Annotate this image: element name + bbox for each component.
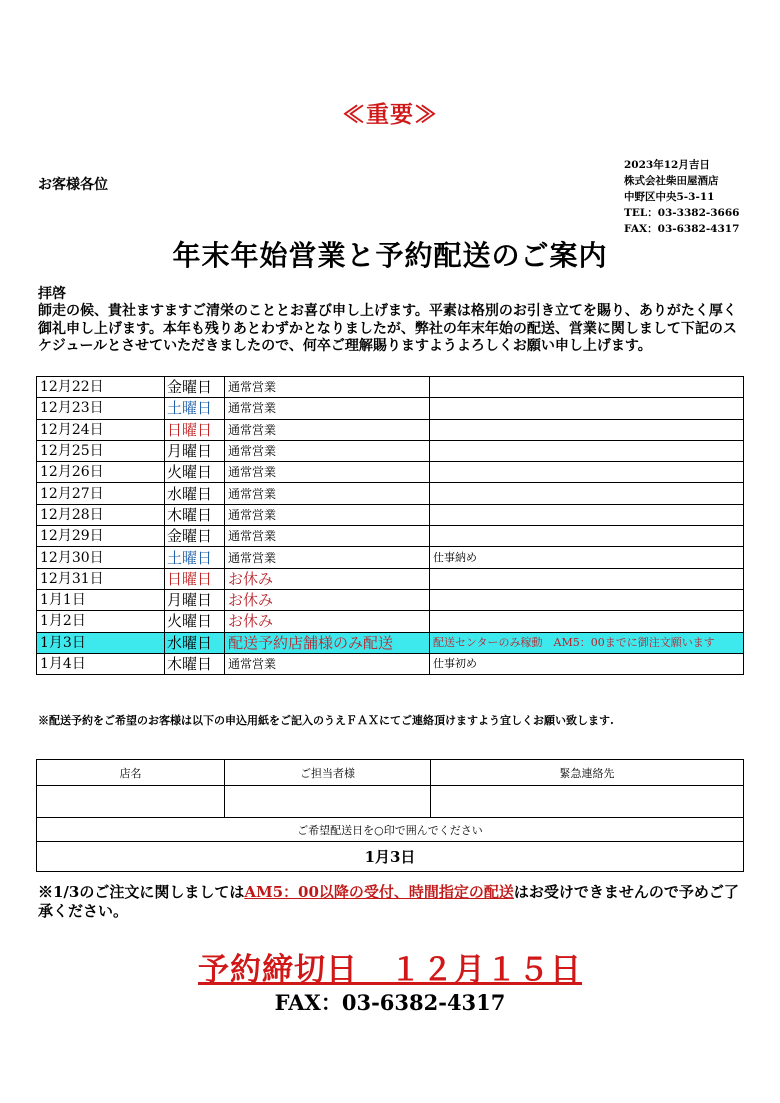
sender-fax: FAX：03-6382-4317: [624, 223, 740, 235]
header-contact-person: ご担当者様: [225, 760, 431, 786]
addressee: お客様各位: [38, 177, 108, 193]
fax-number: FAX：03-6382-4317: [274, 990, 506, 1015]
schedule-row: [37, 526, 744, 547]
date-cell: 12月25日: [37, 440, 165, 461]
important-heading: ≪重要≫: [342, 101, 438, 128]
notice: [38, 883, 746, 921]
date-cell: 1月2日: [37, 611, 165, 632]
note-cell: 仕事納め: [430, 547, 744, 568]
weekday-cell: 日曜日: [165, 568, 225, 589]
schedule-row: [37, 398, 744, 419]
date-cell: 1月3日: [37, 632, 165, 653]
emergency-contact-field[interactable]: [431, 786, 744, 818]
status-cell: 通常営業: [225, 398, 430, 419]
sender-block: [624, 157, 739, 237]
status-cell: 通常営業: [225, 547, 430, 568]
weekday-cell: 金曜日: [165, 526, 225, 547]
schedule-body: [37, 377, 744, 675]
contact-person-field[interactable]: [225, 786, 431, 818]
weekday-cell: 月曜日: [165, 440, 225, 461]
weekday-cell: 火曜日: [165, 462, 225, 483]
status-cell: お休み: [225, 611, 430, 632]
note-cell: [430, 419, 744, 440]
schedule-row: [37, 377, 744, 398]
status-cell: 通常営業: [225, 504, 430, 525]
schedule-row: [37, 611, 744, 632]
note-cell: [430, 504, 744, 525]
schedule-table: [36, 376, 744, 675]
schedule-row: [37, 419, 744, 440]
schedule-row: [37, 632, 744, 653]
status-cell: お休み: [225, 568, 430, 589]
date-cell: 12月28日: [37, 504, 165, 525]
schedule-row: [37, 589, 744, 610]
weekday-cell: 月曜日: [165, 589, 225, 610]
date-cell: 12月23日: [37, 398, 165, 419]
page-title: 年末年始営業と予約配送のご案内: [172, 239, 608, 272]
weekday-cell: 水曜日: [165, 632, 225, 653]
date-prompt: ご希望配送日を○印で囲んでください: [37, 818, 744, 842]
store-name-field[interactable]: [37, 786, 225, 818]
date-cell: 12月27日: [37, 483, 165, 504]
schedule-row: [37, 462, 744, 483]
note-cell: [430, 589, 744, 610]
sender-date: 2023年12月吉日: [624, 159, 710, 171]
note-cell: 仕事初め: [430, 653, 744, 674]
status-cell: 通常営業: [225, 462, 430, 483]
note-cell: [430, 611, 744, 632]
date-cell: 12月30日: [37, 547, 165, 568]
status-cell: 通常営業: [225, 377, 430, 398]
date-cell: 1月1日: [37, 589, 165, 610]
weekday-cell: 水曜日: [165, 483, 225, 504]
fax-instruction: ※配送予約をご希望のお客様は以下の申込用紙をご記入のうえＦＡＸにてご連絡頂けますよう宜しくお願い致します.: [38, 714, 614, 727]
date-cell: 12月29日: [37, 526, 165, 547]
note-cell: [430, 440, 744, 461]
status-cell: 通常営業: [225, 440, 430, 461]
schedule-row: [37, 440, 744, 461]
sender-company: 株式会社柴田屋酒店: [624, 175, 719, 187]
sender-tel: TEL：03-3382-3666: [624, 207, 740, 219]
weekday-cell: 火曜日: [165, 611, 225, 632]
note-cell: 配送センターのみ稼動 AM5：00までに御注文願います: [430, 632, 744, 653]
date-cell: 12月31日: [37, 568, 165, 589]
notice-part1: ※1/3のご注文に関しましては: [38, 883, 245, 901]
weekday-cell: 日曜日: [165, 419, 225, 440]
note-cell: [430, 462, 744, 483]
status-cell: 通常営業: [225, 483, 430, 504]
date-cell: 1月4日: [37, 653, 165, 674]
note-cell: [430, 483, 744, 504]
note-cell: [430, 377, 744, 398]
weekday-cell: 木曜日: [165, 504, 225, 525]
weekday-cell: 土曜日: [165, 398, 225, 419]
notice-highlight: AM5：00以降の受付、時間指定の配送: [244, 883, 514, 901]
schedule-row: [37, 483, 744, 504]
note-cell: [430, 568, 744, 589]
schedule-row: [37, 547, 744, 568]
notice-part2: はお受けできませんので予めご了承ください。: [38, 883, 739, 920]
body-text: 師走の候、貴社ますますご清栄のこととお喜び申し上げます。平素は格別のお引き立てを賜り、ありがたく厚く御礼申し上げます。本年も残りあとわずかとなりましたが、弊社の年末年始の配送、営業に関しまして下記のスケジュールとさせていただきましたので、何卒ご理解賜りますようよろしくお願い申し上げます。: [38, 303, 737, 354]
date-option[interactable]: 1月3日: [37, 842, 744, 872]
status-cell: 通常営業: [225, 653, 430, 674]
note-cell: [430, 526, 744, 547]
order-form: [36, 759, 744, 872]
weekday-cell: 土曜日: [165, 547, 225, 568]
header-store-name: 店名: [37, 760, 225, 786]
weekday-cell: 木曜日: [165, 653, 225, 674]
deadline: 予約締切日 １２月１５日: [198, 952, 582, 988]
header-emergency-contact: 緊急連絡先: [431, 760, 744, 786]
schedule-row: [37, 504, 744, 525]
status-cell: 通常営業: [225, 526, 430, 547]
note-cell: [430, 398, 744, 419]
greeting: 拝啓: [38, 286, 66, 302]
status-cell: お休み: [225, 589, 430, 610]
date-cell: 12月24日: [37, 419, 165, 440]
status-cell: 配送予約店舗様のみ配送: [225, 632, 430, 653]
status-cell: 通常営業: [225, 419, 430, 440]
date-cell: 12月26日: [37, 462, 165, 483]
weekday-cell: 金曜日: [165, 377, 225, 398]
schedule-row: [37, 568, 744, 589]
date-cell: 12月22日: [37, 377, 165, 398]
sender-address: 中野区中央5-3-11: [624, 191, 715, 203]
schedule-row: [37, 653, 744, 674]
